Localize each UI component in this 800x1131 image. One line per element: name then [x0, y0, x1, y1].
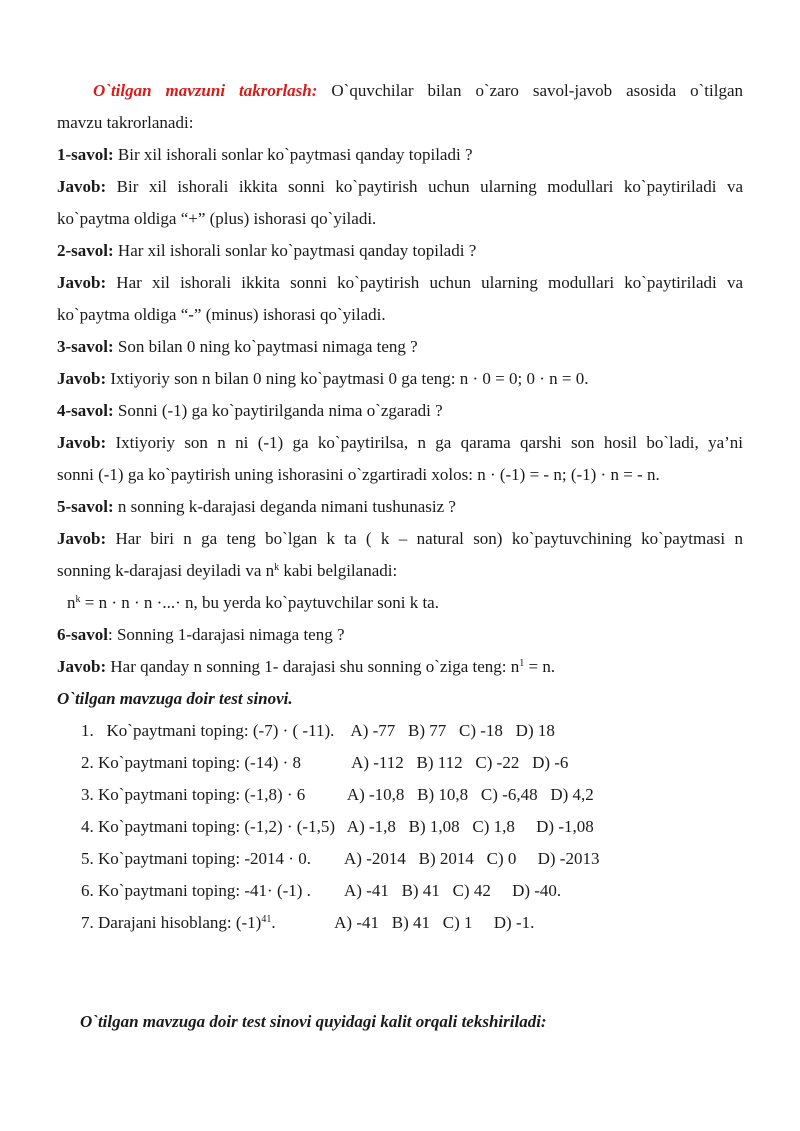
test-item-text: 7. Darajani hisoblang: (-1) — [81, 913, 262, 932]
answer-label: Javob: — [57, 273, 107, 292]
answer-text: Har biri n ga teng bo`lgan k ta ( k – natural son) ko`paytuvchining ko`paytmasi n — [106, 529, 743, 548]
answer-2 — [57, 267, 743, 299]
question-label: 5-savol: — [57, 497, 114, 516]
test-item-4: 4. Ko`paytmani toping: (-1,2) · (-1,5) A) -1,8 B) 1,08 C) 1,8 D) -1,08 — [81, 817, 594, 836]
answer-5 — [57, 523, 743, 555]
test-heading: O`tilgan mavzuga doir test sinovi. — [57, 689, 293, 708]
answer-6 — [57, 651, 743, 683]
test-item-7 — [57, 907, 743, 939]
answer-text: kabi belgilanadi: — [279, 561, 398, 580]
question-label: 1-savol: — [57, 145, 114, 164]
answer-text: Har xil ishorali ikkita sonni ko`paytirish uchun ularning modullari ko`paytiriladi va — [106, 273, 743, 292]
review-intro-cont: mavzu takrorlanadi: — [57, 113, 194, 132]
test-item-2: 2. Ko`paytmani toping: (-14) · 8 A) -112 B) 112 C) -22 D) -6 — [81, 753, 569, 772]
answer-text: sonning k-darajasi deyiladi va n — [57, 561, 275, 580]
answer-text: Ixtiyoriy son n bilan 0 ning ko`paytmasi 0 ga teng: n · 0 = 0; 0 · n = 0. — [106, 369, 589, 388]
question-3 — [57, 331, 743, 363]
test-item-1: 1. Ko`paytmani toping: (-7) · ( -11). A) -77 B) 77 C) -18 D) 18 — [81, 721, 555, 740]
question-label: 6-savol — [57, 625, 108, 644]
question-1 — [57, 139, 743, 171]
review-intro — [57, 75, 743, 107]
test-item-text: . A) -41 B) 41 C) 1 D) -1. — [271, 913, 535, 932]
answer-label: Javob: — [57, 529, 107, 548]
question-text: Son bilan 0 ning ko`paytmasi nimaga teng ? — [113, 337, 418, 356]
test-key-heading: O`tilgan mavzuga doir test sinovi quyidagi kalit orqali tekshiriladi: — [80, 1012, 547, 1031]
answer-label: Javob: — [57, 657, 107, 676]
question-5 — [57, 491, 743, 523]
formula-base: n — [67, 593, 76, 612]
question-text: Bir xil ishorali sonlar ko`paytmasi qanday topiladi ? — [113, 145, 473, 164]
review-heading: O`tilgan mavzuni takrorlash: — [93, 81, 318, 100]
answer-text: Har qanday n sonning 1- darajasi shu sonning o`ziga teng: n — [106, 657, 520, 676]
question-6 — [57, 619, 743, 651]
question-text: Har xil ishorali sonlar ko`paytmasi qanday topiladi ? — [113, 241, 477, 260]
answer-4-cont: sonni (-1) ga ko`paytirish uning ishorasini o`zgartiradi xolos: n · (-1) = - n; (-1) · n = - n. — [57, 465, 660, 484]
exponent: k — [274, 562, 280, 573]
exponent: 41 — [261, 914, 272, 925]
question-2 — [57, 235, 743, 267]
test-item-6: 6. Ko`paytmani toping: -41· (-1) . A) -41 B) 41 C) 42 D) -40. — [81, 881, 562, 900]
answer-label: Javob: — [57, 369, 107, 388]
power-formula — [57, 587, 743, 619]
question-label: 4-savol: — [57, 401, 114, 420]
question-4 — [57, 395, 743, 427]
answer-4 — [57, 427, 743, 459]
answer-label: Javob: — [57, 433, 107, 452]
answer-1 — [57, 171, 743, 203]
answer-text: = n. — [524, 657, 556, 676]
answer-3 — [57, 363, 743, 395]
document-body — [57, 75, 743, 939]
answer-label: Javob: — [57, 177, 107, 196]
question-label: 2-savol: — [57, 241, 114, 260]
question-text: Sonni (-1) ga ko`paytirilganda nima o`zgaradi ? — [113, 401, 443, 420]
exponent: 1 — [519, 658, 525, 669]
question-label: 3-savol: — [57, 337, 114, 356]
answer-5-cont — [57, 555, 743, 587]
review-intro-text: O`quvchilar bilan o`zaro savol-javob asosida o`tilgan — [317, 81, 743, 100]
question-text: : Sonning 1-darajasi nimaga teng ? — [108, 625, 345, 644]
exponent: k — [75, 594, 81, 605]
test-item-5: 5. Ko`paytmani toping: -2014 · 0. A) -2014 B) 2014 C) 0 D) -2013 — [81, 849, 600, 868]
answer-text: Bir xil ishorali ikkita sonni ko`paytirish uchun ularning modullari ko`paytiriladi va — [106, 177, 743, 196]
test-item-3: 3. Ko`paytmani toping: (-1,8) · 6 A) -10,8 B) 10,8 C) -6,48 D) 4,2 — [81, 785, 594, 804]
answer-2-cont: ko`paytma oldiga “-” (minus) ishorasi qo`yiladi. — [57, 305, 386, 324]
formula-text: = n · n · n ·...· n, bu yerda ko`paytuvchilar soni k ta. — [80, 593, 439, 612]
question-text: n sonning k-darajasi deganda nimani tushunasiz ? — [113, 497, 456, 516]
answer-1-cont: ko`paytma oldiga “+” (plus) ishorasi qo`yiladi. — [57, 209, 377, 228]
answer-text: Ixtiyoriy son n ni (-1) ga ko`paytirilsa, n ga qarama qarshi son hosil bo`ladi, ya’ni — [106, 433, 743, 452]
